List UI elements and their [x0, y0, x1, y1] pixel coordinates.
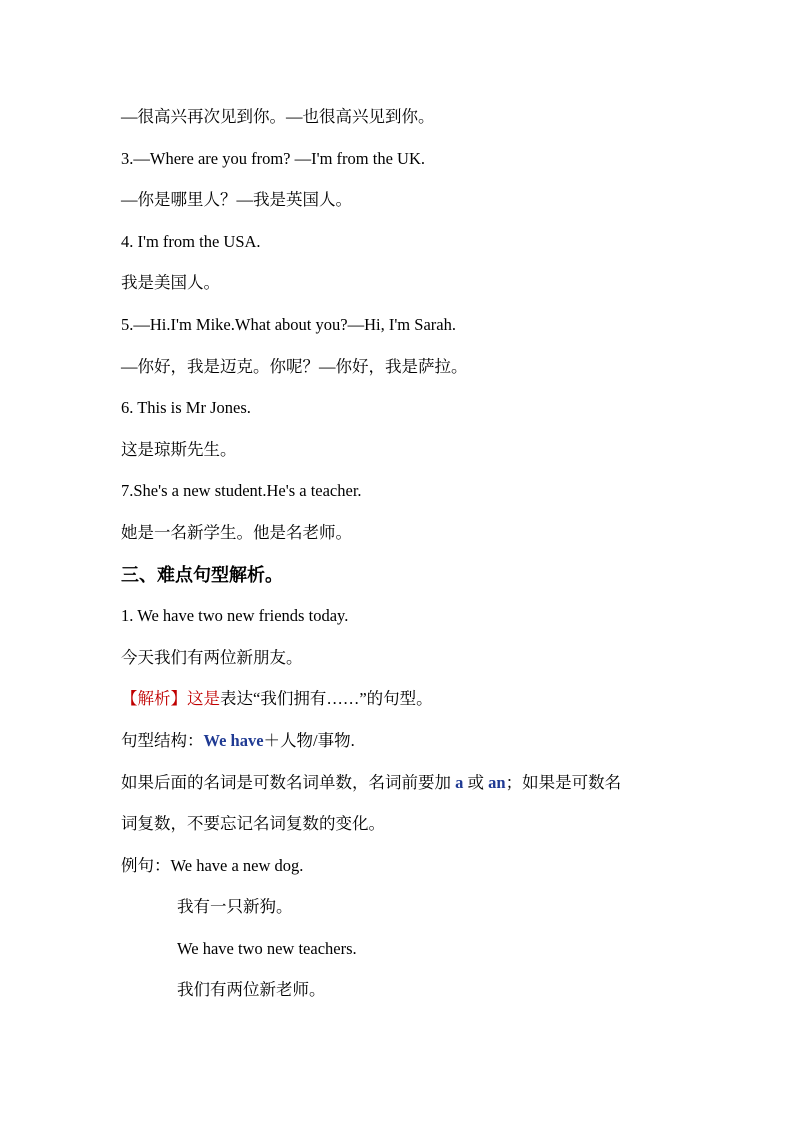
document-page	[121, 101, 721, 1016]
example-sentence: We have two new teachers.	[177, 938, 357, 958]
sentence-line: 7.She's a new student.He's a teacher.	[121, 481, 362, 501]
key-sentence-translation: 今天我们有两位新朋友。	[121, 647, 303, 667]
analysis-line	[121, 683, 721, 725]
analysis-lead: 这是	[187, 689, 220, 709]
rule-text: 如果后面的名词是可数名词单数，名词前要加	[121, 772, 451, 792]
analysis-text: 表达“我们拥有……”的句型。	[220, 689, 433, 709]
sentence-line: 4. I'm from the USA.	[121, 231, 261, 251]
article-an: an	[484, 772, 506, 792]
structure-formula: We have	[203, 730, 264, 750]
translation-line: 她是一名新学生。他是名老师。	[121, 522, 352, 542]
dialogue-sentence-line: 3.—Where are you from? —I'm from the UK.	[121, 148, 425, 168]
dialogue-translation-line: —你好，我是迈克。你呢？—你好，我是萨拉。	[121, 356, 468, 376]
example-sentence: We have a new dog.	[170, 855, 304, 875]
example-label: 例句：	[121, 855, 171, 875]
rule-line	[121, 767, 721, 809]
example-translation: 我有一只新狗。	[177, 897, 293, 917]
rule-or: 或	[467, 772, 484, 792]
dialogue-translation-line: —你是哪里人？—我是英国人。	[121, 190, 352, 210]
dialogue-translation-line: —很高兴再次见到你。—也很高兴见到你。	[121, 107, 435, 126]
rule-text-continued: ；如果是可数名	[505, 772, 622, 792]
translation-line: 这是琼斯先生。	[121, 439, 237, 459]
section-heading: 三、难点句型解析。	[121, 564, 283, 585]
example-line	[121, 850, 721, 892]
analysis-tag: 【解析】	[121, 689, 187, 709]
structure-rest: ＋人物/事物.	[263, 730, 355, 750]
sentence-line: 6. This is Mr Jones.	[121, 398, 251, 418]
dialogue-sentence-line: 5.—Hi.I'm Mike.What about you?—Hi, I'm Sarah.	[121, 314, 456, 334]
rule-line-2: 词复数，不要忘记名词复数的变化。	[121, 814, 385, 834]
key-sentence: 1. We have two new friends today.	[121, 606, 349, 626]
example-translation: 我们有两位新老师。	[177, 980, 326, 1000]
structure-line	[121, 725, 721, 767]
translation-line: 我是美国人。	[121, 273, 220, 293]
structure-label: 句型结构：	[121, 730, 204, 750]
article-a: a	[451, 772, 468, 792]
